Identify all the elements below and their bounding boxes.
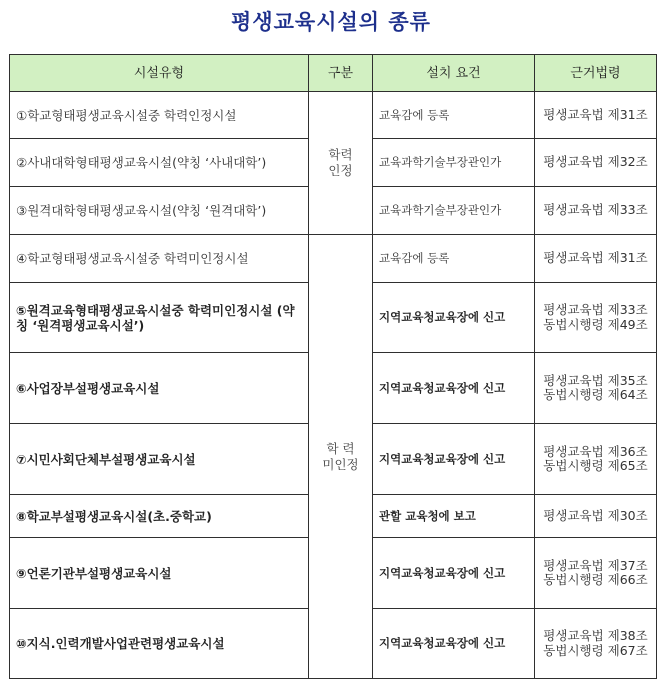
facility-type-cell: ⑦시민사회단체부설평생교육시설	[10, 424, 309, 495]
requirement-cell: 관할 교육청에 보고	[373, 495, 535, 538]
law-line: 평생교육법 제33조	[543, 302, 648, 317]
facility-types-table	[9, 54, 657, 679]
requirement-cell: 지역교육청교육장에 신고	[373, 283, 535, 353]
law-cell	[535, 139, 657, 187]
law-line: 평생교육법 제36조	[543, 443, 648, 459]
requirement-cell: 교육과학기술부장관인가	[373, 187, 535, 235]
law-cell	[535, 187, 657, 235]
law-line: 평생교육법 제30조	[543, 507, 648, 523]
category-accredited	[309, 92, 373, 235]
law-cell	[535, 538, 657, 609]
law-cell	[535, 424, 657, 495]
law-line: 평생교육법 제35조	[543, 372, 648, 388]
header-type: 시설유형	[10, 55, 309, 92]
category-label: 학 력 미인정	[322, 440, 359, 472]
law-line: 동법시행령 제67조	[543, 642, 648, 658]
law-line: 동법시행령 제64조	[543, 387, 648, 402]
facility-type-cell: ①학교형태평생교육시설중 학력인정시설	[10, 92, 309, 139]
law-line: 평생교육법 제33조	[543, 202, 648, 218]
table-header-row	[10, 55, 657, 92]
law-line: 평생교육법 제38조	[543, 628, 648, 643]
requirement-cell: 교육감에 등록	[373, 92, 535, 139]
facility-type-cell: ⑧학교부설평생교육시설(초.중학교)	[10, 495, 309, 538]
requirement-cell: 지역교육청교육장에 신고	[373, 424, 535, 495]
facility-type-cell: ⑥사업장부설평생교육시설	[10, 353, 309, 424]
law-cell	[535, 353, 657, 424]
requirement-cell: 지역교육청교육장에 신고	[373, 609, 535, 679]
law-line: 평생교육법 제32조	[543, 154, 648, 170]
facility-type-cell: ⑤원격교육형태평생교육시설중 학력미인정시설 (약칭 ‘원격평생교육시설’)	[10, 283, 309, 353]
table-row	[10, 92, 657, 139]
law-cell	[535, 92, 657, 139]
law-line: 평생교육법 제31조	[543, 250, 648, 266]
facility-type-cell: ②사내대학형태평생교육시설(약칭 ‘사내대학’)	[10, 139, 309, 187]
facility-type-cell: ⑩지식.인력개발사업관련평생교육시설	[10, 609, 309, 679]
header-category: 구분	[309, 55, 373, 92]
requirement-cell: 지역교육청교육장에 신고	[373, 538, 535, 609]
table-row	[10, 235, 657, 283]
law-line: 동법시행령 제65조	[543, 458, 648, 473]
law-line: 동법시행령 제49조	[543, 316, 648, 332]
law-cell	[535, 283, 657, 353]
header-law: 근거법령	[535, 55, 657, 92]
law-line: 평생교육법 제37조	[543, 557, 648, 573]
law-line: 평생교육법 제31조	[543, 106, 648, 122]
facility-type-cell: ③원격대학형태평생교육시설(약칭 ‘원격대학’)	[10, 187, 309, 235]
law-cell	[535, 609, 657, 679]
facility-type-cell: ⑨언론기관부설평생교육시설	[10, 538, 309, 609]
law-cell	[535, 235, 657, 283]
category-label: 학력 인정	[328, 147, 353, 178]
facility-type-cell: ④학교형태평생교육시설중 학력미인정시설	[10, 235, 309, 283]
page-title: 평생교육시설의 종류	[231, 10, 431, 34]
category-non-accredited	[309, 235, 373, 679]
requirement-cell: 교육감에 등록	[373, 235, 535, 283]
requirement-cell: 교육과학기술부장관인가	[373, 139, 535, 187]
law-line: 동법시행령 제66조	[543, 572, 648, 587]
law-cell	[535, 495, 657, 538]
requirement-cell: 지역교육청교육장에 신고	[373, 353, 535, 424]
header-requirement: 설치 요건	[373, 55, 535, 92]
